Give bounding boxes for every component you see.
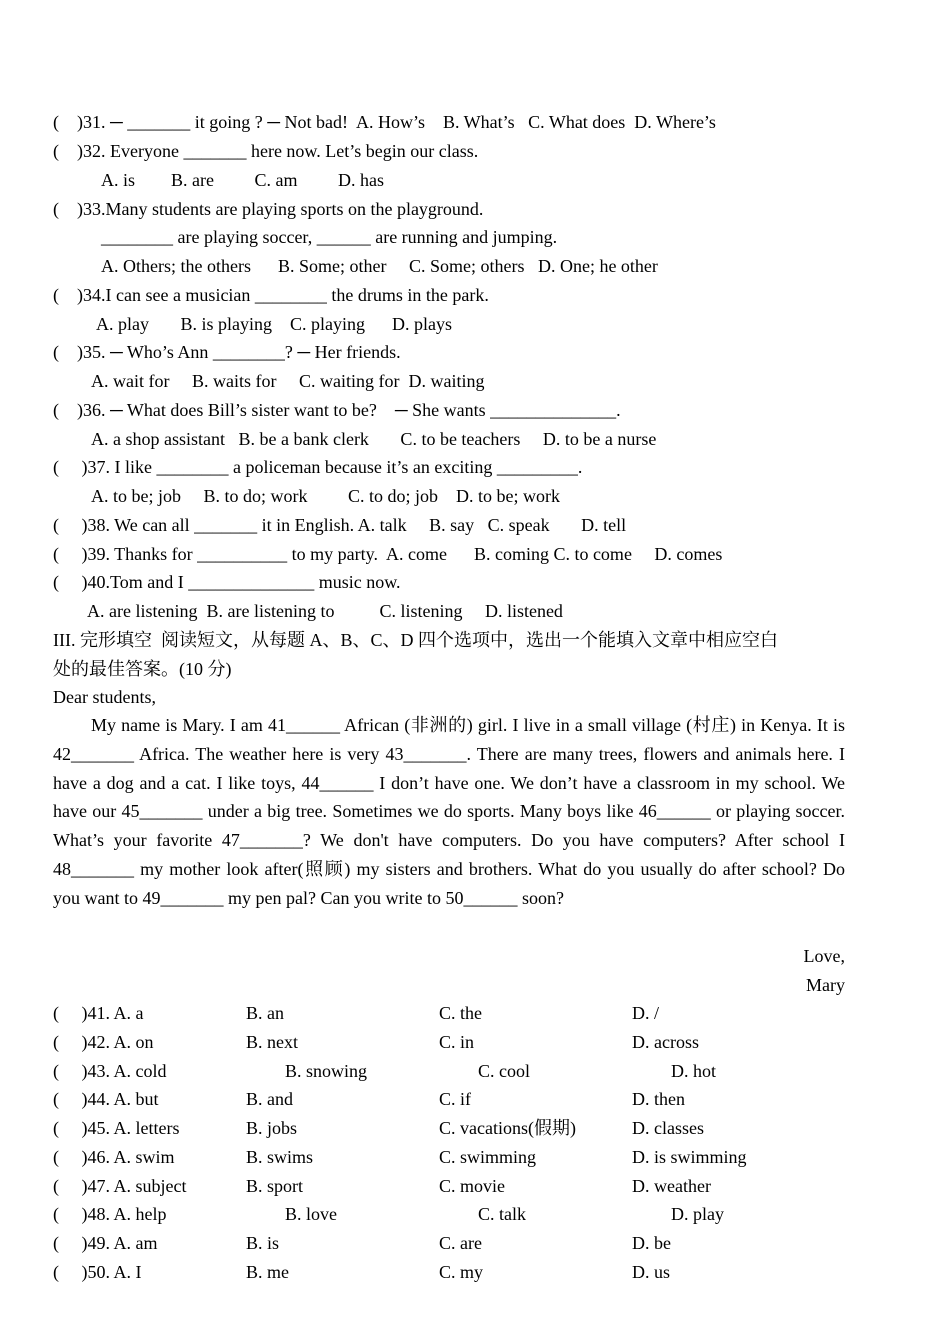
section-heading-continued: 处的最佳答案。(10 分): [53, 659, 232, 679]
question-40: ( )40.Tom and I ______________ music now.: [53, 572, 401, 592]
option-b: B. swims: [246, 1147, 314, 1167]
cloze-option-row: [53, 1203, 845, 1225]
question-40-options: A. are listening B. are listening to C. listening D. listened: [87, 601, 563, 621]
option-c: C. talk: [478, 1204, 526, 1224]
cloze-option-row: [53, 1261, 845, 1283]
option-b: B. me: [246, 1262, 289, 1282]
option-d: D. play: [671, 1204, 724, 1224]
question-34-options: A. play B. is playing C. playing D. plays: [96, 314, 452, 334]
option-a: ( )47. A. subject: [53, 1176, 187, 1196]
question-36: ( )36. ─ What does Bill’s sister want to be? ─ She wants ______________.: [53, 400, 621, 420]
option-c: C. are: [439, 1233, 482, 1253]
option-b: B. love: [285, 1204, 337, 1224]
cloze-option-row: [53, 1031, 845, 1053]
option-c: C. vacations(假期): [439, 1118, 576, 1138]
option-b: B. sport: [246, 1176, 304, 1196]
option-b: B. next: [246, 1032, 298, 1052]
option-a: ( )45. A. letters: [53, 1118, 180, 1138]
question-35-options: A. wait for B. waits for C. waiting for D. waiting: [91, 371, 485, 391]
cloze-option-row: [53, 1232, 845, 1254]
question-31: ( )31. ─ _______ it going ? ─ Not bad! A. How’s B. What’s C. What does D. Where’s: [53, 112, 716, 132]
option-c: C. the: [439, 1003, 482, 1023]
option-d: D. be: [632, 1233, 671, 1253]
question-32-options: A. is B. are C. am D. has: [101, 170, 384, 190]
cloze-option-row: [53, 1088, 845, 1110]
option-c: C. my: [439, 1262, 484, 1282]
option-b: B. is: [246, 1233, 280, 1253]
letter-closing: Love,: [803, 946, 845, 966]
question-33-blank-line: ________ are playing soccer, ______ are running and jumping.: [101, 227, 558, 247]
option-d: D. /: [632, 1003, 659, 1023]
option-c: C. movie: [439, 1176, 505, 1196]
option-d: D. classes: [632, 1118, 704, 1138]
question-36-options: A. a shop assistant B. be a bank clerk C. to be teachers D. to be a nurse: [91, 429, 657, 449]
option-b: B. and: [246, 1089, 293, 1109]
option-a: ( )48. A. help: [53, 1204, 167, 1224]
option-a: ( )49. A. am: [53, 1233, 158, 1253]
question-33-options: A. Others; the others B. Some; other C. Some; others D. One; he other: [101, 256, 658, 276]
option-a: ( )50. A. I: [53, 1262, 142, 1282]
option-b: B. an: [246, 1003, 284, 1023]
option-c: C. if: [439, 1089, 472, 1109]
section-heading: III. 完形填空 阅读短文，从每题 A、B、C、D 四个选项中，选出一个能填入文章中相应空白: [53, 630, 778, 650]
option-d: D. then: [632, 1089, 685, 1109]
question-38: ( )38. We can all _______ it in English. A. talk B. say C. speak D. tell: [53, 515, 627, 535]
cloze-option-row: [53, 1117, 845, 1139]
question-32: ( )32. Everyone _______ here now. Let’s begin our class.: [53, 141, 479, 161]
option-d: D. is swimming: [632, 1147, 747, 1167]
option-d: D. weather: [632, 1176, 711, 1196]
question-33: ( )33.Many students are playing sports on the playground.: [53, 199, 484, 219]
option-b: B. jobs: [246, 1118, 298, 1138]
option-c: C. in: [439, 1032, 475, 1052]
question-39: ( )39. Thanks for __________ to my party. A. come B. coming C. to come D. comes: [53, 544, 723, 564]
option-a: ( )46. A. swim: [53, 1147, 175, 1167]
cloze-option-row: [53, 1060, 845, 1082]
option-a: ( )43. A. cold: [53, 1061, 167, 1081]
cloze-passage: [53, 711, 845, 913]
question-35: ( )35. ─ Who’s Ann ________? ─ Her friends.: [53, 342, 401, 362]
cloze-passage-text: My name is Mary. I am 41______ African (非洲的) girl. I live in a small village (村庄) in Kenya. It is 42_______ Africa. The weather here is very 43_______. There are many trees, flowers and animals here. I have a dog and a cat. I like toys, 44______ I don’t have one. We don’t have a classroom in my school. We have our 45_______ under a big tree. Sometimes we do sports. Many boys like 46______ or playing soccer. What’s your favorite 47_______? We don't have computers. Do you have computers? After school I 48_______ my mother look after(照顾) my sisters and brothers. What do you usually do after school? Do you want to 49_______ my pen pal? Can you write to 50______ soon?: [53, 715, 845, 908]
question-34: ( )34.I can see a musician ________ the drums in the park.: [53, 285, 489, 305]
option-c: C. cool: [478, 1061, 530, 1081]
cloze-option-row: [53, 1146, 845, 1168]
option-b: B. snowing: [285, 1061, 368, 1081]
option-d: D. us: [632, 1262, 671, 1282]
option-d: D. hot: [671, 1061, 716, 1081]
cloze-option-row: [53, 1175, 845, 1197]
option-a: ( )44. A. but: [53, 1089, 159, 1109]
question-37-options: A. to be; job B. to do; work C. to do; job D. to be; work: [91, 486, 560, 506]
option-c: C. swimming: [439, 1147, 537, 1167]
cloze-option-row: [53, 1002, 845, 1024]
option-d: D. across: [632, 1032, 699, 1052]
question-37: ( )37. I like ________ a policeman because it’s an exciting _________.: [53, 457, 583, 477]
option-a: ( )41. A. a: [53, 1003, 144, 1023]
option-a: ( )42. A. on: [53, 1032, 154, 1052]
letter-salutation: Dear students,: [53, 687, 156, 707]
letter-signature: Mary: [806, 975, 845, 995]
